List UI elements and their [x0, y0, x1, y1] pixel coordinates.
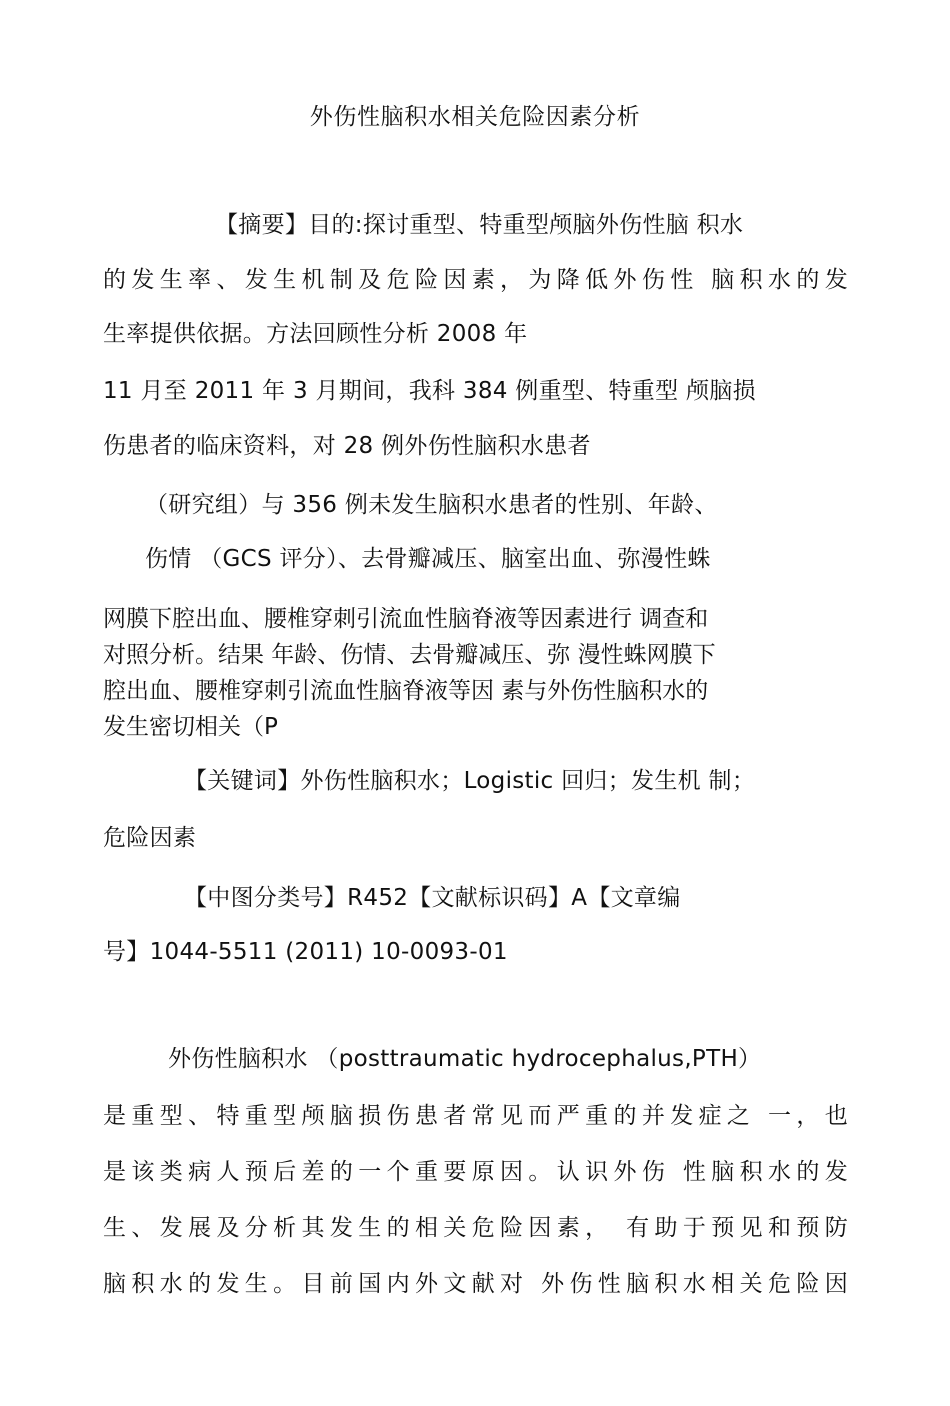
abstract-dense-line-4: 发生密切相关（P — [103, 714, 278, 740]
abstract-dense-line-1: 网膜下腔出血、腰椎穿刺引流血性脑脊液等因素进行 调查和 — [103, 606, 709, 632]
keywords-line-1: 【关键词】外伤性脑积水；Logistic 回归；发生机 制； — [184, 768, 756, 794]
abstract-line-6: （研究组）与 356 例未发生脑积水患者的性别、年龄、 — [145, 492, 718, 518]
abstract-dense-line-2: 对照分析。结果 年龄、伤情、去骨瓣减压、弥 漫性蛛网膜下 — [103, 642, 716, 668]
keywords-line-2: 危险因素 — [103, 825, 197, 851]
abstract-line-7: 伤情 （GCS 评分）、去骨瓣减压、脑室出血、弥漫性蛛 — [145, 546, 711, 572]
abstract-line-5: 伤患者的临床资料，对 28 例外伤性脑积水患者 — [103, 433, 591, 459]
abstract-line-3: 生率提供依据。方法回顾性分析 2008 年 — [103, 321, 528, 347]
abstract-dense-line-3: 腔出血、腰椎穿刺引流血性脑脊液等因 素与外伤性脑积水的 — [103, 678, 709, 704]
body-line-4: 生、发展及分析其发生的相关危险因素， 有助于预见和预防 — [103, 1215, 848, 1241]
document-title: 外伤性脑积水相关危险因素分析 — [309, 104, 641, 130]
abstract-line-2: 的发生率、发生机制及危险因素，为降低外伤性 脑积水的发 — [103, 267, 848, 293]
abstract-line-4: 11 月至 2011 年 3 月期间，我科 384 例重型、特重型 颅脑损 — [103, 378, 756, 404]
body-line-3: 是该类病人预后差的一个重要原因。认识外伤 性脑积水的发 — [103, 1159, 848, 1185]
body-line-2: 是重型、特重型颅脑损伤患者常见而严重的并发症之 一，也 — [103, 1103, 848, 1129]
body-line-5: 脑积水的发生。目前国内外文献对 外伤性脑积水相关危险因 — [103, 1271, 848, 1297]
classification-line-2: 号】1044-5511 (2011) 10-0093-01 — [103, 939, 508, 965]
abstract-line-1: 【摘要】目的:探讨重型、特重型颅脑外伤性脑 积水 — [215, 212, 744, 238]
classification-line-1: 【中图分类号】R452【文献标识码】A【文章编 — [184, 885, 681, 911]
body-line-1: 外伤性脑积水 （posttraumatic hydrocephalus,PTH） — [168, 1046, 762, 1072]
